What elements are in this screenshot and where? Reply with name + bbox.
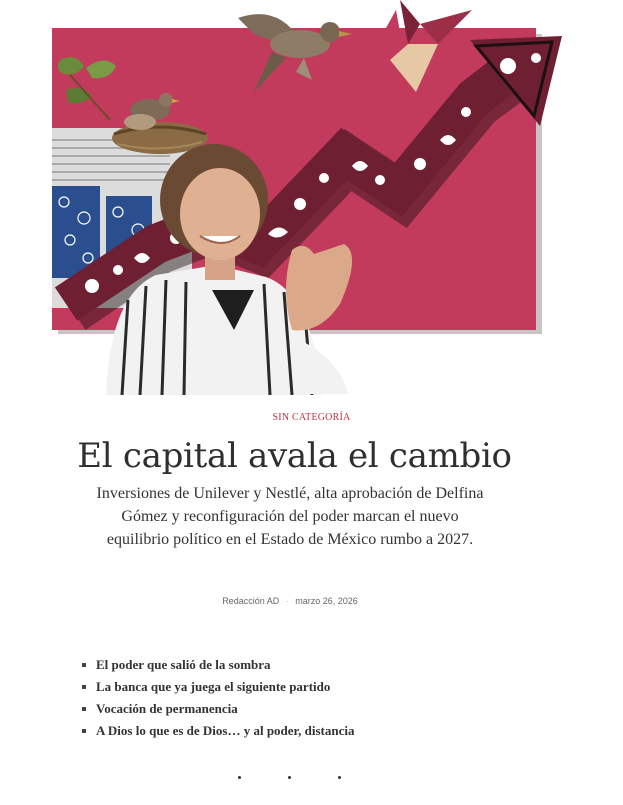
publish-date: marzo 26, 2026 [295,596,358,606]
bullet-icon [82,729,86,733]
article-meta [0,596,580,606]
loading-dots [0,772,623,786]
toc-item[interactable] [80,654,354,676]
dot-icon [288,776,291,779]
article-title: El capital avala el cambio [77,436,512,476]
bullet-icon [82,685,86,689]
hero-image [0,0,623,395]
article-subtitle: Inversiones de Unilever y Nestlé, alta aprobación de Delfina Gómez y reconfiguración del poder marcan el nuevo equilibrio político en el Estado de México rumbo a 2027. [96,485,484,548]
bullet-icon [82,707,86,711]
meta-separator: · [285,596,289,606]
dot-icon [238,776,241,779]
category-link[interactable]: SIN CATEGORÍA [272,412,351,423]
toc-link[interactable]: A Dios lo que es de Dios… y al poder, distancia [96,723,355,738]
bullet-icon [82,663,86,667]
author-link[interactable]: Redacción AD [222,596,280,606]
toc-item[interactable] [80,720,354,742]
hero-collage [0,0,623,395]
toc-link[interactable]: El poder que salió de la sombra [96,657,271,672]
dot-icon [338,776,341,779]
toc-item[interactable] [80,676,354,698]
toc-link[interactable]: La banca que ya juega el siguiente partido [96,679,331,694]
table-of-contents [80,654,354,742]
toc-link[interactable]: Vocación de permanencia [96,701,238,716]
toc-item[interactable] [80,698,354,720]
